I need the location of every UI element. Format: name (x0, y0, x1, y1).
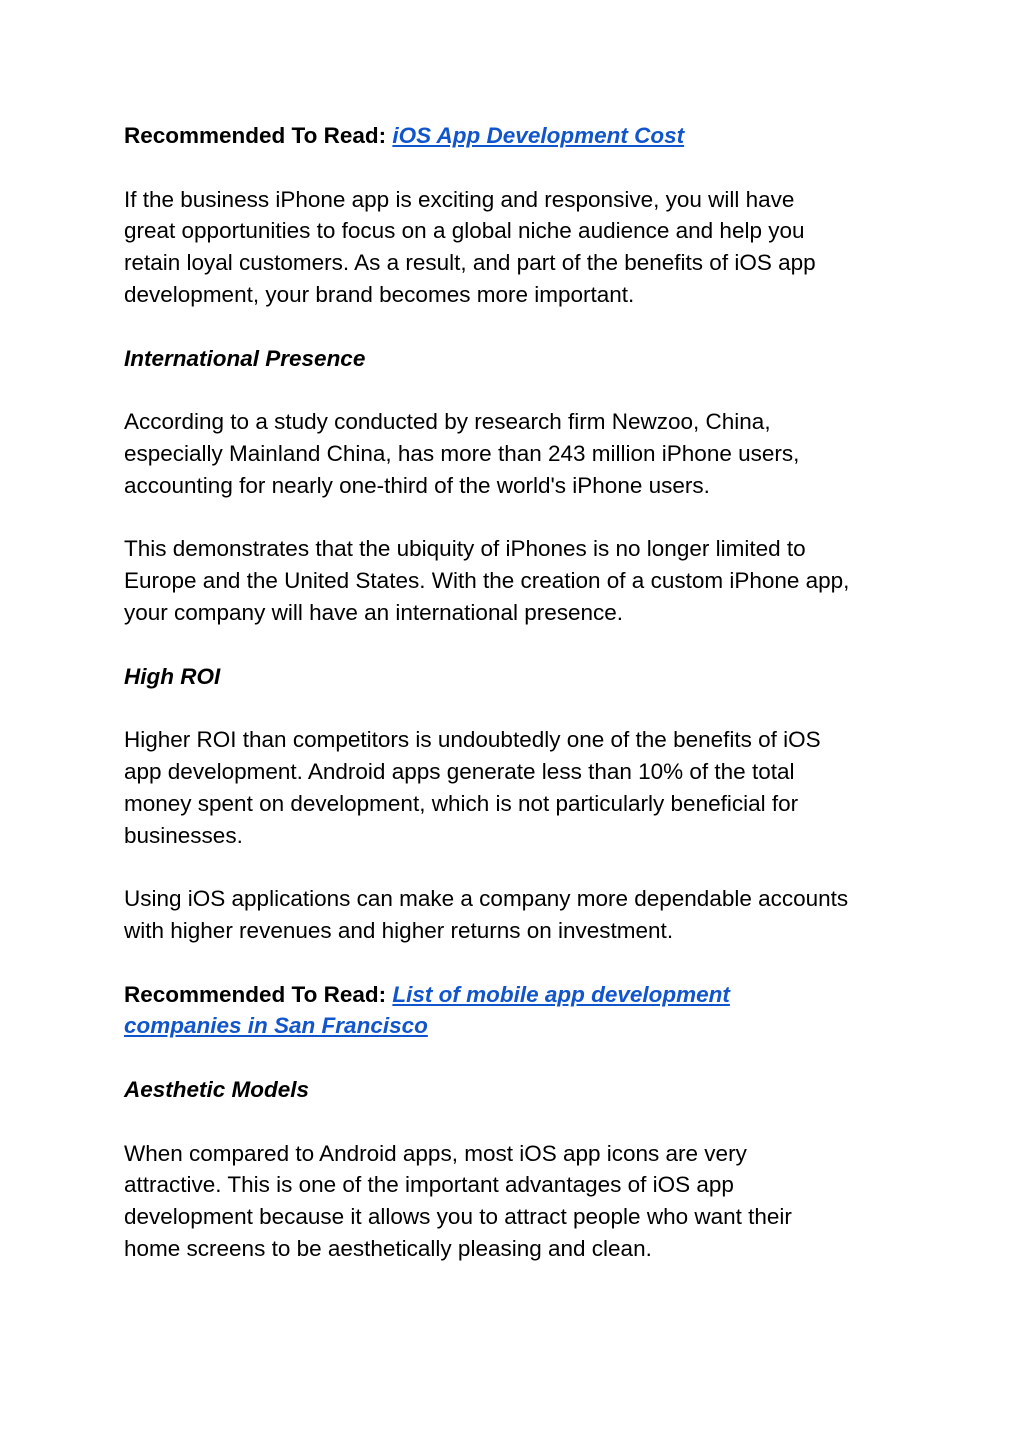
text-line: businesses. (124, 822, 243, 848)
text-line: Using iOS applications can make a company more dependable accounts (124, 886, 849, 912)
text-line: attractive. This is one of the important advantages of iOS app (124, 1172, 734, 1198)
paragraph-business-iphone-app (124, 184, 914, 311)
text-line: home screens to be aesthetically pleasing and clean. (124, 1235, 652, 1261)
paragraph-higher-roi (124, 724, 914, 851)
recommended-label: Recommended To Read: (124, 123, 393, 148)
text-line: accounting for nearly one-third of the world's iPhone users. (124, 472, 710, 498)
recommended-read-1 (124, 120, 914, 152)
text-line: great opportunities to focus on a global niche audience and help you (124, 218, 805, 244)
heading-international-presence: International Presence (124, 345, 366, 371)
text-line: with higher revenues and higher returns on investment. (124, 917, 674, 943)
link-mobile-app-companies-sf[interactable]: List of mobile app development (392, 981, 730, 1007)
text-line: money spent on development, which is not particularly beneficial for (124, 790, 799, 816)
link-mobile-app-companies-sf-continued[interactable]: companies in San Francisco (124, 1013, 428, 1039)
text-line: especially Mainland China, has more than 243 million iPhone users, (124, 440, 800, 466)
paragraph-aesthetic-icons (124, 1138, 914, 1265)
paragraph-iphone-ubiquity (124, 533, 914, 628)
text-line: If the business iPhone app is exciting and responsive, you will have (124, 186, 795, 212)
text-line: your company will have an international presence. (124, 599, 624, 625)
text-line: development because it allows you to attract people who want their (124, 1204, 792, 1230)
document-page (124, 120, 914, 1296)
text-line: retain loyal customers. As a result, and part of the benefits of iOS app (124, 250, 816, 276)
text-line: According to a study conducted by research firm Newzoo, China, (124, 409, 771, 435)
heading-aesthetic-models: Aesthetic Models (124, 1076, 310, 1102)
recommended-label: Recommended To Read: (124, 981, 393, 1007)
recommended-line-1 (124, 979, 914, 1011)
paragraph-newzoo-study (124, 406, 914, 501)
text-line: Europe and the United States. With the creation of a custom iPhone app, (124, 568, 850, 594)
text-line: Higher ROI than competitors is undoubtedly one of the benefits of iOS (124, 727, 821, 753)
text-line: This demonstrates that the ubiquity of iPhones is no longer limited to (124, 536, 806, 562)
recommended-read-2 (124, 979, 914, 1043)
text-line: development, your brand becomes more important. (124, 281, 635, 307)
heading-high-roi: High ROI (124, 663, 221, 689)
link-ios-app-development-cost[interactable]: iOS App Development Cost (392, 123, 685, 148)
recommended-line-2 (124, 1010, 914, 1042)
text-line: When compared to Android apps, most iOS app icons are very (124, 1140, 747, 1166)
text-line: app development. Android apps generate less than 10% of the total (124, 758, 795, 784)
paragraph-ios-applications (124, 883, 914, 947)
